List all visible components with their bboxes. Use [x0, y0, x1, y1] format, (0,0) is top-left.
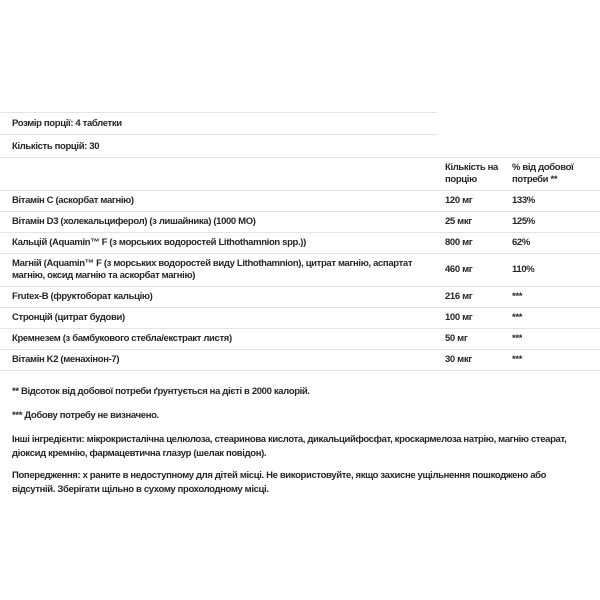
dv-footnote: ** Відсоток від добової потреби ґрунтується на дієті в 2000 калорій.: [12, 386, 310, 397]
nutrient-dv: 125%: [512, 216, 535, 227]
warning-text: Попередження: х раните в недоступному для дітей місці. Не використовуйте, якщо захисне ущільнення пошкоджено або відсутній. Зберігати щільно в сухому прохолодному місці.: [12, 470, 547, 495]
serving-size-text: Розмір порції: 4 таблетки: [12, 118, 122, 129]
nutrient-amount: 460 мг: [445, 264, 473, 275]
nutrient-dv: ***: [512, 333, 523, 344]
nutrient-name: Frutex-B (фруктоборат кальцію): [12, 291, 153, 302]
nutrient-amount: 216 мг: [445, 291, 473, 302]
nutrient-dv: ***: [512, 354, 523, 365]
nutrient-amount: 800 мг: [445, 237, 473, 248]
nutrient-row: [0, 212, 600, 233]
dv-column-header: % від добової потреби **: [512, 162, 574, 185]
servings-count-row: [0, 135, 437, 157]
nutrient-amount: 30 мкг: [445, 354, 472, 365]
nutrient-name: Вітамін D3 (холекальциферол) (з лишайника) (1000 МО): [12, 216, 256, 227]
nutrients-table: [0, 157, 600, 371]
nutrient-name: Стронцій (цитрат будови): [12, 312, 125, 323]
nutrient-name: Кремнезем (з бамбукового стебла/екстракт листя): [12, 333, 232, 344]
nutrient-dv: ***: [512, 312, 523, 323]
nutrient-row: [0, 329, 600, 350]
nutrient-name: Вітамін K2 (менахінон-7): [12, 354, 120, 365]
nutrient-dv: 133%: [512, 195, 535, 206]
nutrient-name: Магній (Aquamin™ F (з морських водоростей виду Lithothamnion), цитрат магнію, аспартат магнію, оксид магнію та аскорбат магнію): [12, 258, 413, 281]
nutrient-row: [0, 308, 600, 329]
nutrient-row: [0, 350, 600, 371]
nutrient-amount: 25 мкг: [445, 216, 472, 227]
nutrient-amount: 120 мг: [445, 195, 473, 206]
nd-footnote: *** Добову потребу не визначено.: [12, 410, 159, 421]
nutrient-row: [0, 233, 600, 254]
nutrient-amount: 50 мг: [445, 333, 468, 344]
serving-size-row: [0, 113, 437, 135]
nutrient-row: [0, 191, 600, 212]
nutrient-amount: 100 мг: [445, 312, 473, 323]
serving-info: [0, 112, 437, 157]
nutrient-name: Вітамін C (аскорбат магнію): [12, 195, 134, 206]
nutrient-dv: 62%: [512, 237, 530, 248]
other-ingredients-text: Інші інгредієнти: мікрокристалічна целюлоза, стеаринова кислота, дикальцийфосфат, кроскармелоза натрію, магнію стеарат, діоксид кремнію, фармацевтична глазур (шелак повідон).: [12, 434, 567, 459]
nutrient-dv: 110%: [512, 264, 535, 275]
nutrient-dv: ***: [512, 291, 523, 302]
amount-column-header: Кількість на порцію: [445, 162, 498, 185]
empty-header-cell: [0, 170, 445, 178]
table-header-row: [0, 158, 600, 191]
servings-count-text: Кількість порцій: 30: [12, 140, 100, 152]
nutrient-row: [0, 287, 600, 308]
nutrient-name: Кальцій (Aquamin™ F (з морських водоростей Lithothamnion spp.)): [12, 237, 306, 248]
nutrient-row: [0, 254, 600, 287]
